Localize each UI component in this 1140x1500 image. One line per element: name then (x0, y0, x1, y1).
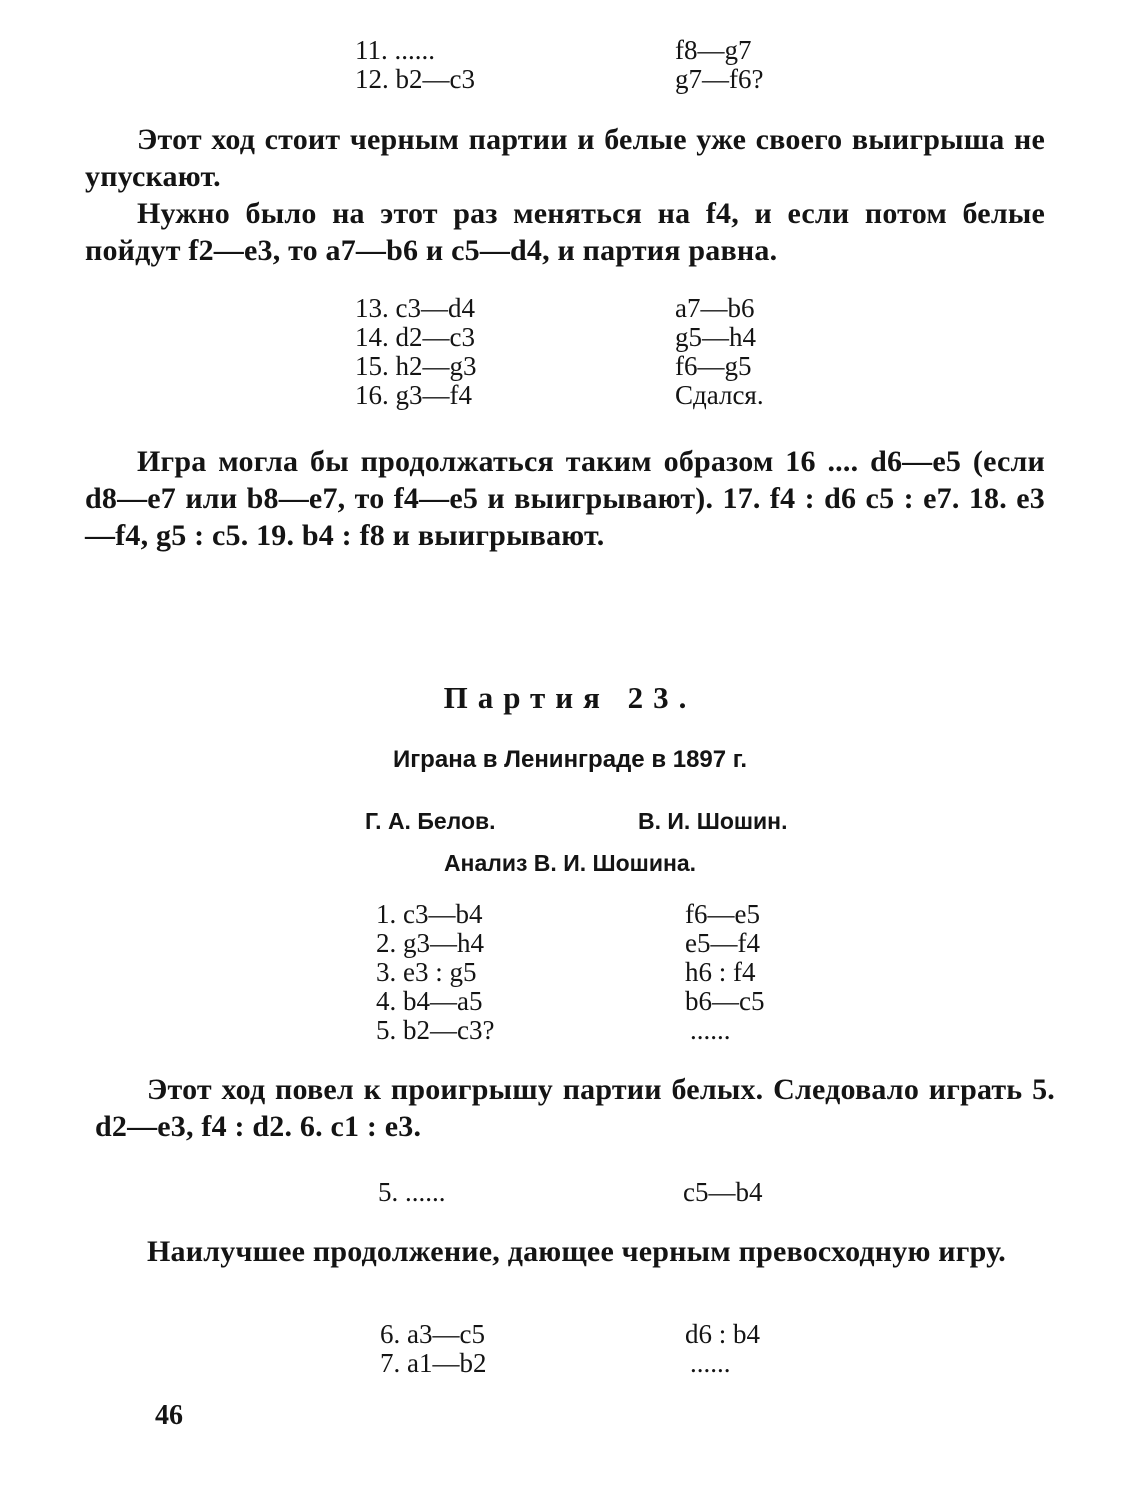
black-move: g7—f6? (675, 64, 764, 94)
move-list-end (380, 1320, 800, 1378)
white-move: 7. a1—b2 (380, 1348, 487, 1378)
black-move: f6—g5 (675, 351, 752, 381)
game-title: Партия 23. (443, 680, 697, 715)
black-move: h6 : f4 (685, 957, 756, 987)
white-move: 2. g3—h4 (376, 928, 484, 958)
move-row (355, 323, 795, 352)
move-row (355, 381, 795, 410)
move-row (355, 36, 795, 65)
move-row (355, 352, 795, 381)
commentary-text: Этот ход повел к проигрышу партии белых. Следовало играть 5. d2—e3, f4 : d2. 6. c1 : e3. (95, 1073, 1055, 1143)
black-move: b6—c5 (685, 986, 765, 1016)
analysis-credit: Анализ В. И. Шошина. (443, 850, 697, 876)
white-move: 13. c3—d4 (355, 293, 475, 323)
move-list-game (376, 900, 796, 1045)
commentary-paragraph (95, 1233, 1060, 1270)
commentary-text: Игра могла бы продолжаться таким образом 16 .... d6—e5 (если d8—e7 или b8—e7, то f4—e5 и выигрывают). 17. f4 : d6 c5 : e7. 18. e3—f4, g5 : c5. 19. b4 : f8 и выигрывают. (85, 445, 1045, 552)
white-move: 4. b4—a5 (376, 986, 483, 1016)
black-move: c5—b4 (683, 1177, 763, 1207)
white-move: 6. a3—c5 (380, 1319, 485, 1349)
commentary-paragraph (85, 443, 1045, 554)
white-move: 3. e3 : g5 (376, 957, 477, 987)
move-row (355, 294, 795, 323)
white-move: 15. h2—g3 (355, 351, 477, 381)
black-move: f8—g7 (675, 35, 752, 65)
commentary-paragraph (95, 1071, 1055, 1145)
commentary-text: Наилучшее продолжение, дающее черным превосходную игру. (147, 1235, 1006, 1268)
move-row (380, 1320, 800, 1349)
move-row (355, 65, 795, 94)
white-move: 5. b2—c3? (376, 1015, 495, 1045)
move-row (376, 1016, 796, 1045)
white-move: 5. ...... (378, 1177, 446, 1207)
black-move: d6 : b4 (685, 1319, 761, 1349)
white-move: 1. c3—b4 (376, 899, 483, 929)
move-row (376, 987, 796, 1016)
move-row (380, 1349, 800, 1378)
commentary-text: Нужно было на этот раз меняться на f4, и если потом белые пойдут f2—e3, то a7—b6 и c5—d4, и партия равна. (85, 197, 1045, 267)
black-move: g5—h4 (675, 322, 756, 352)
move-row (376, 929, 796, 958)
white-move: 16. g3—f4 (355, 380, 472, 410)
move-row (376, 958, 796, 987)
page-number: 46 (155, 1400, 183, 1431)
black-move: e5—f4 (685, 928, 760, 958)
move-list-single (378, 1178, 798, 1207)
black-move: f6—e5 (685, 899, 760, 929)
white-move: 14. d2—c3 (355, 322, 475, 352)
black-move: ...... (690, 1348, 731, 1378)
white-move: 11. ...... (355, 35, 435, 65)
move-row (376, 900, 796, 929)
black-player: В. И. Шошин. (638, 808, 788, 834)
commentary-text: Этот ход стоит черным партии и белые уже своего выигрыша не упускают. (85, 123, 1045, 193)
black-move: a7—b6 (675, 293, 755, 323)
black-move: Сдался. (675, 380, 764, 410)
game-place: Играна в Ленинграде в 1897 г. (392, 746, 748, 773)
move-row (378, 1178, 798, 1207)
black-move: ...... (690, 1015, 731, 1045)
white-move: 12. b2—c3 (355, 64, 475, 94)
move-list-top (355, 36, 795, 94)
commentary-paragraph (85, 121, 1045, 195)
white-player: Г. А. Белов. (365, 808, 496, 834)
commentary-paragraph (85, 195, 1045, 269)
move-list-middle (355, 294, 795, 410)
